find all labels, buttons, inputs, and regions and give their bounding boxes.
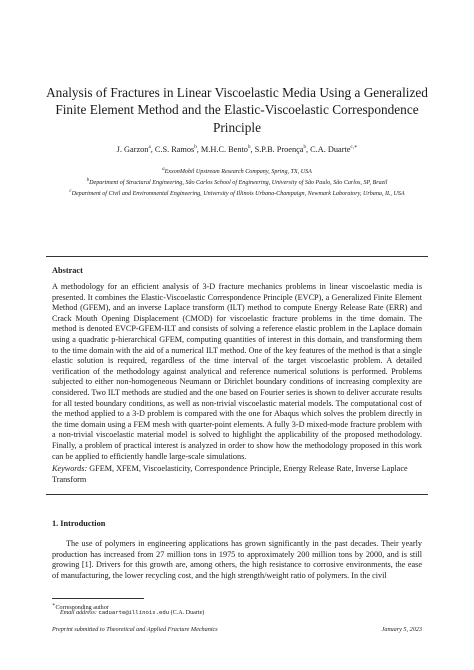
author-mark: a — [148, 145, 151, 150]
abstract-text: A methodology for an efficient analysis of 3-D fracture mechanics problems in linear viscoelastic media is presented. It combines the Elastic-Viscoelastic Correspondence Principle (EVCP), a Generalized Finite Element Method (GFEM), and an inverse Laplace transform (ILT) method to compute Energy Release Rate (ERR) and Crack Mouth Opening Displacement (CMOD) for viscoelastic fracture problems in the time domain. The method is denoted EVCP-GFEM-ILT and consists of solving a reference elastic problem in the Laplace domain using a quadratic p-hierarchical GFEM, computing quantities of interest in this domain, and transforming them to the time domain with the aid of a numerical ILT method. One of the key features of the method is that a single elastic solution is required, regardless of the time interval of the target viscoelastic problem. A detailed verification of the methodology against analytical and reference numerical solutions is performed. Problems subjected to either non-homogeneous Neumann or Dirichlet boundary conditions of increasing complexity are considered. Two ILT methods are studied and the one based on Fourier series is shown to deliver accurate results for all tested boundary conditions, as well as non-trivial viscoelastic material models. The computational cost of the method applied to a 3-D problem is compared with the one for Abaqus which solves the problem directly in the time domain using a FEM mesh with quarter-point elements. A fully 3-D mixed-mode fracture problem with a non-trivial viscoelastic material model is solved to highlight the applicability of the proposed methodology. Finally, a problem of practical interest is analyzed in order to show how the methodology proposed in this work can be applied to efficiently handle large-scale simulations. — [52, 282, 422, 461]
author-name: J. Garzon — [116, 144, 149, 154]
abstract-heading: Abstract — [52, 266, 83, 275]
author-name: M.H.C. Bento — [200, 144, 248, 154]
keywords-label: Keywords: — [52, 464, 88, 473]
affiliation-a: $^a$ExxonMobil Upstream Research Company, Spring, TX, USA — [162, 167, 312, 176]
paper-title: Analysis of Fractures in Linear Viscoelastic Media Using a Generalized Finite Element Method and the Elastic-Viscoelastic Correspondence Principle — [46, 85, 428, 135]
abstract-bottom-rule — [46, 494, 428, 495]
section-heading-introduction: 1. Introduction — [52, 519, 106, 528]
footnote-corresponding: ∗Corresponding author — [52, 602, 109, 612]
author-name: C.S. Ramos — [154, 144, 195, 154]
author-name: S.P.B. Proença — [254, 144, 304, 154]
introduction-paragraph: The use of polymers in engineering applications has grown significantly in the past decades. Their yearly production has increased from 27 million tons in 1975 to approximately 200 million tons by 2000, and is still growing [1]. Drivers for this growth are, among others, the high resistance to corrosive environments, the ease of manufacturing, the lower recycling cost, and the high strength/weight ratio of polymers. In the civil — [52, 539, 422, 580]
author-mark: b — [303, 145, 306, 150]
footnote-rule — [52, 598, 144, 599]
keywords-list: GFEM, XFEM, Viscoelasticity, Correspondence Principle, Energy Release Rate, Inverse Laplace Transform — [52, 464, 408, 484]
preprint-date: January 5, 2023 — [381, 626, 422, 633]
affiliation-c: $^c$Department of Civil and Environmental Engineering, University of Illinois Urbana-Champaign, Newmark Laboratory, Urbana, IL, USA — [69, 189, 405, 198]
preprint-note: Preprint submitted to Theoretical and Applied Fracture Mechanics — [52, 626, 218, 633]
author-list: J. Garzon$^a$, C.S. Ramos$^b$, M.H.C. Bento$^b$, S.P.B. Proença$^b$, C.A. Duarte$^{c,∗}$ — [116, 144, 358, 154]
affiliation-b: $^b$Department of Structural Engineering, São Carlos School of Engineering, University of São Paulo, São Carlos, SP, Brazil — [86, 178, 388, 187]
author-mark: b — [194, 145, 197, 150]
footnote-email: Email address: caduarte@illinois.edu (C.A. Duarte) — [60, 610, 205, 616]
abstract-top-rule — [46, 256, 428, 257]
author-mark: b — [247, 145, 251, 150]
author-name: C.A. Duarte — [310, 144, 351, 154]
author-mark: c,∗ — [350, 145, 358, 150]
email-link[interactable]: caduarte@illinois.edu — [98, 610, 170, 616]
keywords — [52, 464, 422, 485]
